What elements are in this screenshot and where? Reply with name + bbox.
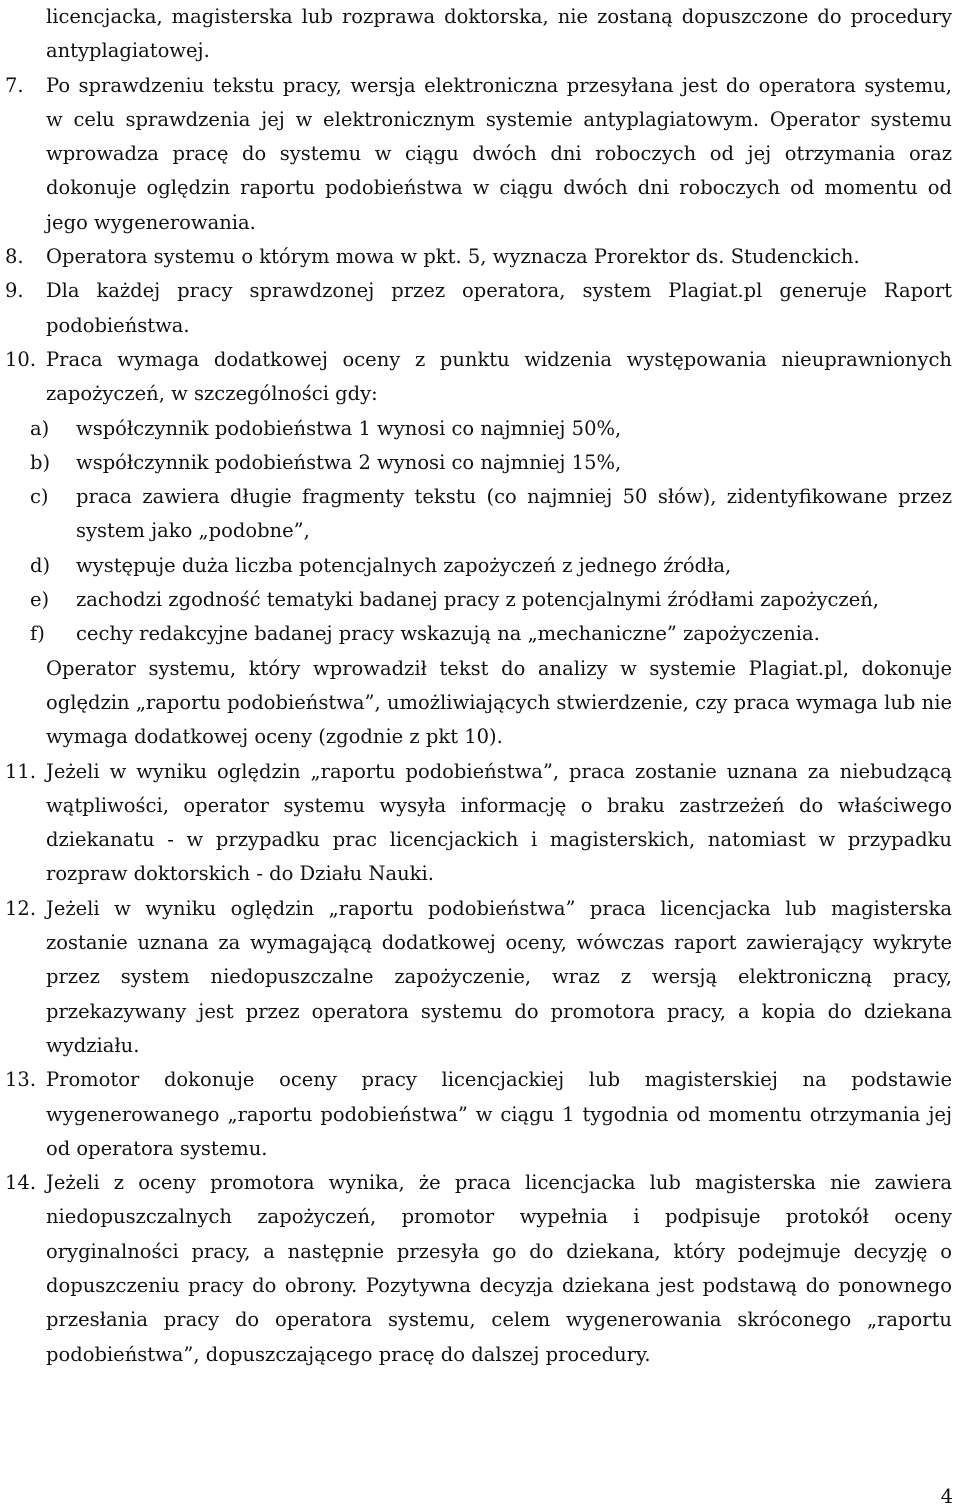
sub-item-text: współczynnik podobieństwa 1 wynosi co najmniej 50%, bbox=[76, 416, 622, 440]
list-item-text: Operatora systemu o którym mowa w pkt. 5, wyznacza Prorektor ds. Studenckich. bbox=[46, 245, 860, 269]
list-item-number: 10. bbox=[5, 347, 37, 371]
sub-item-text: zachodzi zgodność tematyki badanej pracy z potencjalnymi źródłami zapożyczeń, bbox=[76, 588, 879, 612]
sub-item-letter: d) bbox=[30, 553, 51, 577]
list-item-number: 12. bbox=[5, 896, 37, 920]
list-item-7 bbox=[0, 69, 960, 240]
sub-item-e bbox=[0, 583, 960, 617]
list-item-text: Praca wymaga dodatkowej oceny z punktu widzenia występowania nieuprawnionych zapożyczeń, w szczególności gdy: bbox=[46, 347, 952, 406]
list-item-number: 14. bbox=[5, 1171, 37, 1195]
sub-item-letter: c) bbox=[30, 485, 49, 509]
intro-paragraph: licencjacka, magisterska lub rozprawa doktorska, nie zostaną dopuszczone do procedury antyplagiatowej. bbox=[46, 5, 952, 63]
sub-item-letter: e) bbox=[30, 588, 50, 612]
list-item-12 bbox=[0, 892, 960, 1063]
list-item-text: Promotor dokonuje oceny pracy licencjackiej lub magisterskiej na podstawie wygenerowanego „raportu podobieństwa” w ciągu 1 tygodnia od momentu otrzymania jej od operatora systemu. bbox=[46, 1068, 952, 1160]
list-item-8 bbox=[0, 240, 960, 274]
sub-item-text: współczynnik podobieństwa 2 wynosi co najmniej 15%, bbox=[76, 450, 622, 474]
list-item-10 bbox=[0, 343, 960, 412]
sub-item-d bbox=[0, 549, 960, 583]
list-item-13 bbox=[0, 1063, 960, 1166]
list-item-number: 13. bbox=[5, 1068, 37, 1092]
list-item-text: Po sprawdzeniu tekstu pracy, wersja elektroniczna przesyłana jest do operatora systemu, w celu sprawdzenia jej w elektronicznym systemie antyplagiatowym. Operator systemu wprowadza pracę do systemu w ciągu dwóch dni roboczych od jej otrzymania oraz dokonuje oględzin raportu podobieństwa w ciągu dwóch dni roboczych od momentu od jego wygenerowania. bbox=[46, 73, 952, 234]
list-item-text: Jeżeli w wyniku oględzin „raportu podobieństwa”, praca zostanie uznana za niebudzącą wątpliwości, operator systemu wysyła informację o braku zastrzeżeń do właściwego dziekanatu - w przypadku prac licencjackich i magisterskich, natomiast w przypadku rozpraw doktorskich - do Działu Nauki. bbox=[46, 759, 952, 886]
list-item-text: Dla każdej pracy sprawdzonej przez operatora, system Plagiat.pl generuje Raport podobieństwa. bbox=[46, 279, 952, 337]
sub-item-f bbox=[0, 617, 960, 651]
item-10-continuation: Operator systemu, który wprowadził tekst do analizy w systemie Plagiat.pl, dokonuje oględzin „raportu podobieństwa”, umożliwiających stwierdzenie, czy praca wymaga lub nie wymaga dodatkowej oceny (zgodnie z pkt 10). bbox=[46, 656, 952, 749]
list-item-number: 7. bbox=[5, 73, 24, 97]
list-item-text: Jeżeli w wyniku oględzin „raportu podobieństwa” praca licencjacka lub magisterska zostanie uznana za wymagającą dodatkowej oceny, wówczas raport zawierający wykryte przez system niedopuszczalne zapożyczenie, wraz z wersją elektroniczną pracy, przekazywany jest przez operatora systemu do promotora pracy, a kopia do dziekana wydziału. bbox=[46, 896, 952, 1057]
list-item-number: 9. bbox=[5, 279, 24, 303]
list-item-9 bbox=[0, 274, 960, 343]
list-item-number: 11. bbox=[5, 759, 37, 783]
page-number: 4 bbox=[940, 1485, 953, 1508]
sub-item-c bbox=[0, 480, 960, 549]
sub-item-b bbox=[0, 446, 960, 480]
sub-item-letter: b) bbox=[30, 450, 51, 474]
list-item-number: 8. bbox=[5, 245, 24, 269]
list-item-11 bbox=[0, 755, 960, 892]
list-item-14 bbox=[0, 1166, 960, 1372]
sub-item-text: praca zawiera długie fragmenty tekstu (co najmniej 50 słów), zidentyfikowane przez system jako „podobne”, bbox=[76, 485, 952, 543]
sub-item-letter: f) bbox=[30, 622, 45, 646]
sub-item-a bbox=[0, 412, 960, 446]
sub-item-text: występuje duża liczba potencjalnych zapożyczeń z jednego źródła, bbox=[76, 553, 732, 577]
sub-item-text: cechy redakcyjne badanej pracy wskazują na „mechaniczne” zapożyczenia. bbox=[76, 622, 820, 646]
sub-item-letter: a) bbox=[30, 416, 50, 440]
list-item-text: Jeżeli z oceny promotora wynika, że praca licencjacka lub magisterska nie zawiera niedopuszczalnych zapożyczeń, promotor wypełnia i podpisuje protokół oceny oryginalności pracy, a następnie przesyła go do dziekana, który podejmuje decyzję o dopuszczeniu pracy do obrony. Pozytywna decyzja dziekana jest podstawą do ponownego przesłania pracy do operatora systemu, celem wygenerowania skróconego „raportu podobieństwa”, dopuszczającego pracę do dalszej procedury. bbox=[46, 1171, 952, 1366]
